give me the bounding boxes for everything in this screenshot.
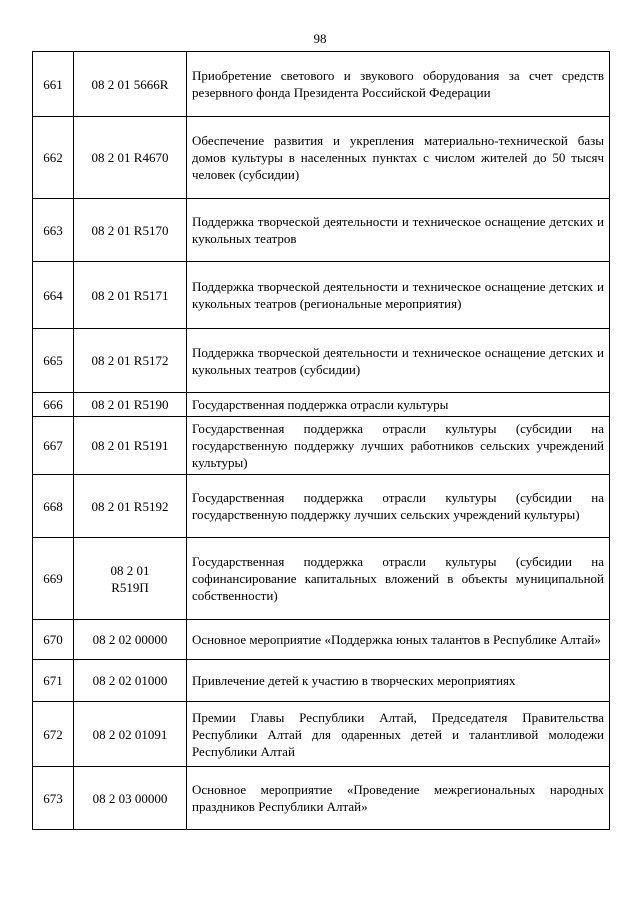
row-name-text: Государственная поддержка отрасли культуры (субсидии на государственную поддержку лучших сельских учреждений культуры) <box>192 490 604 522</box>
table-row <box>33 702 610 767</box>
code-cell: 08 2 01 R5171 <box>74 262 187 329</box>
code-cell: 08 2 02 00000 <box>74 620 187 660</box>
table-row <box>33 199 610 262</box>
table-row <box>33 117 610 199</box>
row-number-cell: 671 <box>33 660 74 702</box>
row-name-text: Приобретение светового и звукового оборудования за счет средств резервного фонда Президента Российской Федерации <box>192 68 604 100</box>
table-row <box>33 417 610 475</box>
row-number-cell: 673 <box>33 767 74 830</box>
name-cell <box>187 767 610 830</box>
name-cell <box>187 417 610 475</box>
row-name-text: Обеспечение развития и укрепления материально-технической базы домов культуры в населенных пунктах с числом жителей до 50 тысяч человек (субсидии) <box>192 133 604 182</box>
table-row <box>33 475 610 538</box>
table-row <box>33 262 610 329</box>
row-number-cell: 672 <box>33 702 74 767</box>
table-row <box>33 329 610 393</box>
code-cell <box>74 538 187 620</box>
row-number-cell: 670 <box>33 620 74 660</box>
code-cell: 08 2 01 R5192 <box>74 475 187 538</box>
code-cell: 08 2 01 R5191 <box>74 417 187 475</box>
table-row <box>33 620 610 660</box>
table-row <box>33 660 610 702</box>
code-cell: 08 2 01 R5190 <box>74 393 187 417</box>
table-row <box>33 767 610 830</box>
code-cell: 08 2 01 5666R <box>74 52 187 117</box>
code-cell: 08 2 01 R4670 <box>74 117 187 199</box>
name-cell <box>187 475 610 538</box>
name-cell <box>187 393 610 417</box>
name-cell <box>187 262 610 329</box>
row-number-cell: 668 <box>33 475 74 538</box>
table-row <box>33 538 610 620</box>
table-row <box>33 52 610 117</box>
name-cell <box>187 538 610 620</box>
row-name-text: Поддержка творческой деятельности и техническое оснащение детских и кукольных театров <box>192 214 604 246</box>
name-cell <box>187 199 610 262</box>
budget-code-table <box>32 51 610 830</box>
name-cell <box>187 660 610 702</box>
name-cell <box>187 117 610 199</box>
row-number-cell: 666 <box>33 393 74 417</box>
code-cell: 08 2 01 R5172 <box>74 329 187 393</box>
row-name-text: Государственная поддержка отрасли культуры (субсидии на софинансирование капитальных вложений в объекты муниципальной собственности) <box>192 554 604 603</box>
page-number: 98 <box>313 31 327 46</box>
row-number-cell: 662 <box>33 117 74 199</box>
row-number-cell: 665 <box>33 329 74 393</box>
row-number-cell: 667 <box>33 417 74 475</box>
row-number-cell: 669 <box>33 538 74 620</box>
row-number-cell: 663 <box>33 199 74 262</box>
row-number-cell: 664 <box>33 262 74 329</box>
row-name-text: Поддержка творческой деятельности и техническое оснащение детских и кукольных театров (региональные мероприятия) <box>192 279 604 311</box>
row-name-text: Привлечение детей к участию в творческих мероприятиях <box>192 673 516 688</box>
name-cell <box>187 329 610 393</box>
code-cell: 08 2 02 01091 <box>74 702 187 767</box>
row-name-text: Поддержка творческой деятельности и техническое оснащение детских и кукольных театров (субсидии) <box>192 344 604 377</box>
row-number-cell: 661 <box>33 52 74 117</box>
name-cell <box>187 702 610 767</box>
row-name-text: Основное мероприятие «Поддержка юных талантов в Республике Алтай» <box>192 632 601 647</box>
row-name-text: Государственная поддержка отрасли культуры (субсидии на государственную поддержку лучших работников сельских учреждений культуры) <box>192 421 604 470</box>
code-cell: 08 2 03 00000 <box>74 767 187 830</box>
table-row <box>33 393 610 417</box>
row-name-text: Премии Главы Республики Алтай, Председателя Правительства Республики Алтай для одаренных детей и талантливой молодежи Республики Алтай <box>192 709 604 759</box>
code-cell: 08 2 01 R5170 <box>74 199 187 262</box>
code-cell: 08 2 02 01000 <box>74 660 187 702</box>
row-name-text: Основное мероприятие «Проведение межрегиональных народных праздников Республики Алтай» <box>192 782 604 814</box>
name-cell <box>187 52 610 117</box>
code-text: 08 2 01 R519П <box>110 562 150 595</box>
row-name-text: Государственная поддержка отрасли культуры <box>192 397 449 412</box>
name-cell <box>187 620 610 660</box>
